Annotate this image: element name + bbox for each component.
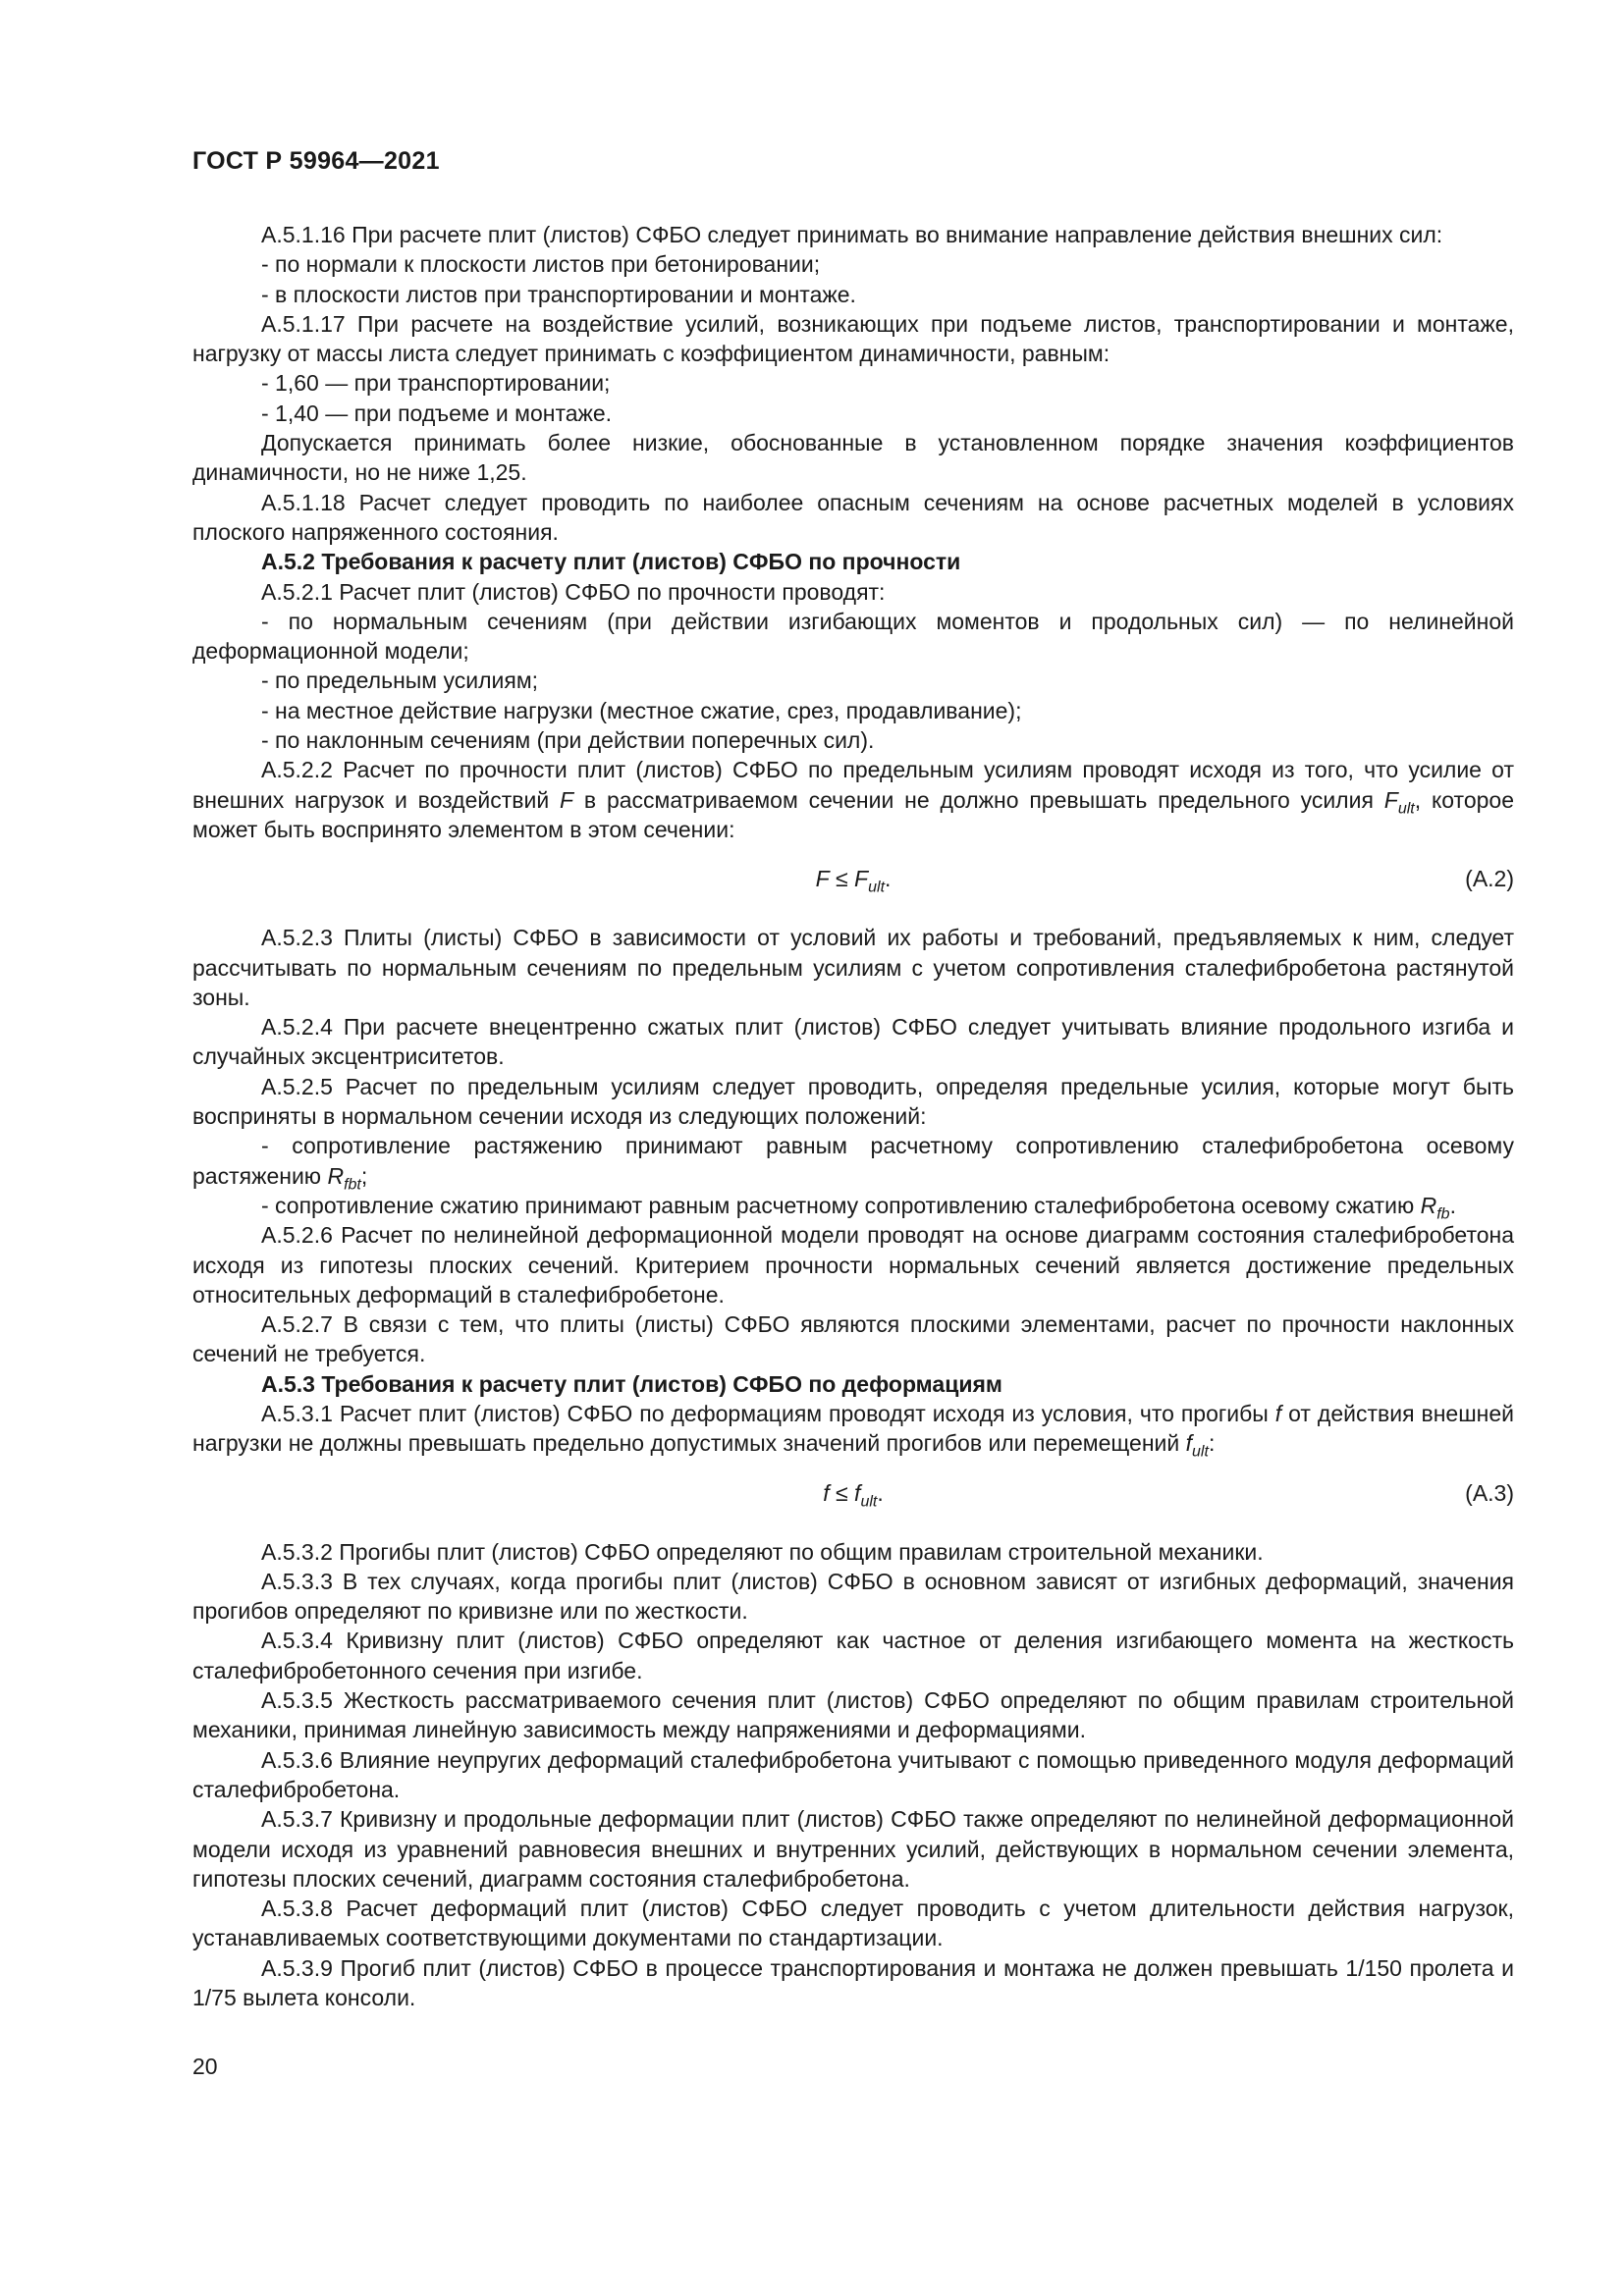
symbol: f [823, 1479, 830, 1506]
paragraph: А.5.2.3 Плиты (листы) СФБО в зависимости от условий их работы и требований, предъявляемых к ним, следует рассчитывать по нормальным сечениям по предельным усилиям с учетом сопротивления сталефибробетона растянутой зоны. [192, 925, 1514, 1010]
subscript: fbt [344, 1176, 361, 1194]
subscript: ult [860, 1493, 878, 1511]
text: . [1449, 1192, 1456, 1218]
list-item: - 1,60 — при транспортировании; [261, 370, 611, 397]
symbol: f [854, 1479, 861, 1506]
paragraph: А.5.3.2 Прогибы плит (листов) СФБО определяют по общим правилам строительной механики. [261, 1538, 1264, 1565]
paragraph: А.5.3.5 Жесткость рассматриваемого сечения плит (листов) СФБО определяют по общим правилам строительной механики, принимая линейную зависимость между напряжениями и деформациями. [192, 1687, 1514, 1743]
subscript: fb [1436, 1205, 1450, 1223]
list-item: - по наклонным сечениям (при действии поперечных сил). [261, 727, 875, 754]
text: ; [360, 1162, 368, 1189]
symbol: R [327, 1162, 345, 1189]
paragraph: А.5.2.6 Расчет по нелинейной деформационной модели проводят на основе диаграмм состояния сталефибробетона исходя из гипотезы плоских сечений. Критерием прочности нормальных сечений является достижение предельных относительных деформаций в сталефибробетоне. [192, 1222, 1514, 1308]
symbol: F [560, 786, 574, 813]
text: : [1208, 1430, 1216, 1457]
paragraph: А.5.1.18 Расчет следует проводить по наиболее опасным сечениям на основе расчетных моделей в условиях плоского напряженного состояния. [192, 489, 1514, 545]
operator: ≤ [829, 1479, 855, 1506]
formula-number: (А.2) [1465, 866, 1514, 892]
formula-a3 [192, 1478, 1514, 1511]
paragraph: А.5.2.1 Расчет плит (листов) СФБО по прочности проводят: [261, 578, 886, 605]
symbol: F [854, 866, 869, 892]
paragraph: А.5.3.3 В тех случаях, когда прогибы плит (листов) СФБО в основном зависят от изгибных деформаций, значения прогибов определяют по кривизне или по жесткости. [192, 1568, 1514, 1625]
text: , которое может быть воспринято элементом в этом сечении: [192, 786, 1514, 842]
paragraph: А.5.3.8 Расчет деформаций плит (листов) СФБО следует проводить с учетом длительности действия нагрузок, устанавливаемых соответствующими документами по стандартизации. [192, 1896, 1514, 1951]
subscript: ult [1192, 1443, 1209, 1461]
list-item: - на местное действие нагрузки (местное сжатие, срез, продавливание); [261, 697, 1022, 723]
paragraph: А.5.2.5 Расчет по предельным усилиям следует проводить, определяя предельные усилия, которые могут быть восприняты в нормальном сечении исходя из следующих положений: [192, 1073, 1514, 1130]
paragraph: А.5.3.9 Прогиб плит (листов) СФБО в процессе транспортирования и монтажа не должен превышать 1/150 пролета и 1/75 вылета консоли. [192, 1954, 1514, 2011]
paragraph: А.5.2.7 В связи с тем, что плиты (листы) СФБО являются плоскими элементами, расчет по прочности наклонных сечений не требуется. [192, 1311, 1514, 1367]
text: - сопротивление растяжению принимают равным расчетному сопротивлению сталефибробетона осевому растяжению [192, 1133, 1514, 1189]
paragraph: А.5.1.17 При расчете на воздействие усилий, возникающих при подъеме листов, транспортировании и монтаже, нагрузку от массы листа следует принимать с коэффициентом динамичности, равным: [192, 310, 1514, 367]
subscript: ult [868, 879, 886, 896]
document-body [192, 220, 1514, 2012]
list-item: - по нормальным сечениям (при действии изгибающих моментов и продольных сил) — по нелинейной деформационной модели; [192, 608, 1514, 665]
paragraph: Допускается принимать более низкие, обоснованные в установленном порядке значения коэффициентов динамичности, но не ниже 1,25. [192, 430, 1514, 486]
formula-number: (А.3) [1465, 1479, 1514, 1506]
paragraph [192, 1399, 1514, 1459]
list-item: - в плоскости листов при транспортировании и монтаже. [261, 281, 856, 307]
list-item: - по предельным усилиям; [261, 667, 539, 694]
list-item: - 1,40 — при подъеме и монтаже. [261, 400, 613, 426]
paragraph: А.5.1.16 При расчете плит (листов) СФБО следует принимать во внимание направление действия внешних сил: [261, 222, 1443, 247]
symbol: f [1274, 1400, 1282, 1426]
paragraph: А.5.3.4 Кривизну плит (листов) СФБО определяют как частное от деления изгибающего момента на жесткость сталефибробетонного сечения при изгибе. [192, 1628, 1514, 1683]
section-heading: А.5.3 Требования к расчету плит (листов) СФБО по деформациям [261, 1370, 1002, 1397]
symbol: F [815, 866, 830, 892]
operator: ≤ [829, 866, 855, 892]
section-heading: А.5.2 Требования к расчету плит (листов) СФБО по прочности [261, 549, 961, 575]
paragraph: А.5.3.7 Кривизну и продольные деформации плит (листов) СФБО также определяют по нелинейной деформационной модели исходя из уравнений равновесия внешних и внутренних усилий, действующих в нормальном сечении элемента, гипотезы плоских сечений, диаграмм состояния сталефибробетона. [192, 1806, 1514, 1892]
formula-a2 [192, 864, 1514, 896]
list-item [192, 1131, 1514, 1194]
list-item [192, 1191, 1514, 1223]
text: - сопротивление сжатию принимают равным расчетному сопротивлению сталефибробетона осевому сжатию [261, 1192, 1421, 1218]
text: . [885, 866, 892, 892]
formula-expression [192, 1478, 1514, 1511]
text: в рассматриваемом сечении не должно превышать предельного усилия [573, 786, 1384, 813]
formula-expression [192, 864, 1514, 896]
paragraph: А.5.2.4 При расчете внецентренно сжатых плит (листов) СФБО следует учитывать влияние продольного изгиба и случайных эксцентриситетов. [192, 1014, 1514, 1070]
paragraph [192, 755, 1514, 844]
subscript: ult [1397, 800, 1415, 818]
symbol: f [1185, 1430, 1193, 1457]
symbol: R [1420, 1192, 1437, 1218]
list-item: - по нормали к плоскости листов при бетонировании; [261, 251, 821, 278]
text: А.5.2.2 Расчет по прочности плит (листов) СФБО по предельным усилиям проводят исходя из того, что усилие от внешних нагрузок и воздействий [192, 757, 1514, 813]
page-number: 20 [192, 2054, 218, 2079]
symbol: F [1383, 786, 1398, 813]
text: . [877, 1479, 884, 1506]
document-code: ГОСТ Р 59964—2021 [192, 147, 440, 175]
text: А.5.3.1 Расчет плит (листов) СФБО по деформациям проводят исходя из условия, что прогибы [261, 1400, 1275, 1426]
text: от действия внешней нагрузки не должны превышать предельно допустимых значений прогибов или перемещений [192, 1400, 1514, 1457]
paragraph: А.5.3.6 Влияние неупругих деформаций сталефибробетона учитывают с помощью приведенного модуля деформаций сталефибробетона. [192, 1746, 1514, 1802]
